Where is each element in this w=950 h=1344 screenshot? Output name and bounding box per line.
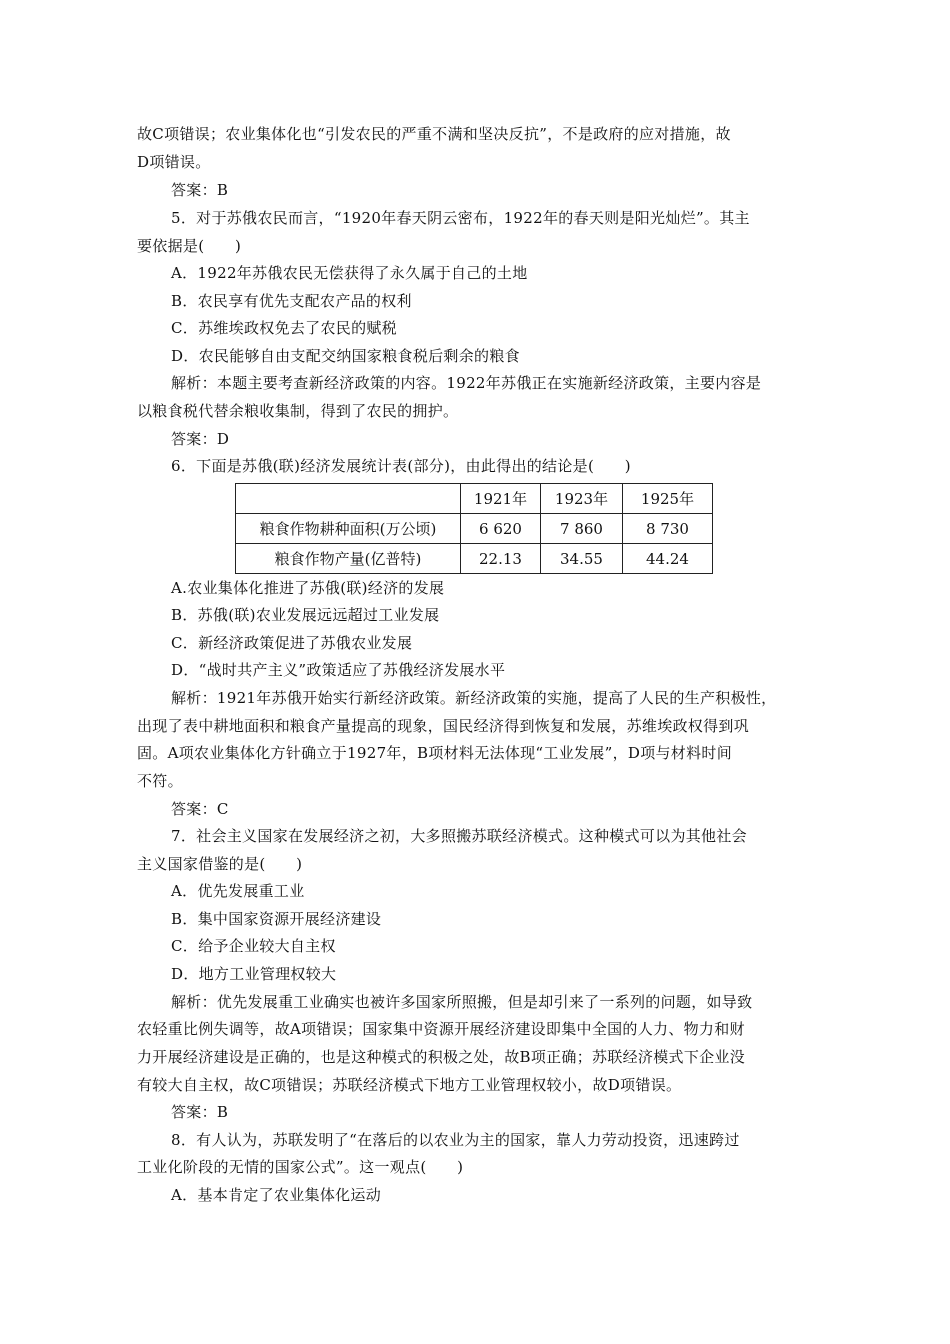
option-b: B．农民享有优先支配农产品的权利	[171, 292, 412, 310]
answer-line: 答案：D	[171, 430, 230, 448]
statistics-table	[235, 483, 713, 574]
table-row-label: 粮食作物产量(亿普特)	[236, 544, 461, 574]
analysis-line: 解析：本题主要考查新经济政策的内容。1922年苏俄正在实施新经济政策，主要内容是	[171, 374, 762, 392]
table-cell: 34.55	[541, 544, 623, 574]
table-row-label: 粮食作物耕种面积(万公顷)	[236, 514, 461, 544]
option-c: C．苏维埃政权免去了农民的赋税	[171, 319, 397, 337]
option-a: A．优先发展重工业	[171, 882, 305, 900]
option-b: B．集中国家资源开展经济建设	[171, 910, 382, 928]
question-7-cont: 主义国家借鉴的是( )	[137, 855, 303, 873]
option-d: D．“战时共产主义”政策适应了苏俄经济发展水平	[171, 661, 506, 679]
table-header-cell: 1923年	[541, 484, 623, 514]
table-cell: 44.24	[623, 544, 713, 574]
table-cell: 22.13	[461, 544, 541, 574]
table-header-cell: 1925年	[623, 484, 713, 514]
question-7: 7．社会主义国家在发展经济之初，大多照搬苏联经济模式。这种模式可以为其他社会	[171, 827, 747, 845]
analysis-line: 固。A项农业集体化方针确立于1927年，B项材料无法体现“工业发展”，D项与材料时间	[137, 744, 732, 762]
text-line: 故C项错误；农业集体化也“引发农民的严重不满和坚决反抗”，不是政府的应对措施，故	[137, 125, 731, 143]
option-a: A．1922年苏俄农民无偿获得了永久属于自己的土地	[171, 264, 528, 282]
analysis-line: 有较大自主权，故C项错误；苏联经济模式下地方工业管理权较小，故D项错误。	[137, 1076, 682, 1094]
table-row	[236, 514, 713, 544]
option-d: D．地方工业管理权较大	[171, 965, 337, 983]
analysis-line: 农轻重比例失调等，故A项错误；国家集中资源开展经济建设即集中全国的人力、物力和财	[137, 1020, 745, 1038]
answer-line: 答案：B	[171, 181, 229, 199]
option-d: D．农民能够自由支配交纳国家粮食税后剩余的粮食	[171, 347, 520, 365]
table-header-cell: 1921年	[461, 484, 541, 514]
option-a: A.农业集体化推进了苏俄(联)经济的发展	[171, 579, 445, 597]
table-cell: 6 620	[461, 514, 541, 544]
question-8: 8．有人认为，苏联发明了“在落后的以农业为主的国家，靠人力劳动投资，迅速跨过	[171, 1131, 740, 1149]
option-b: B．苏俄(联)农业发展远远超过工业发展	[171, 606, 440, 624]
text-line: D项错误。	[137, 153, 211, 171]
analysis-line: 以粮食税代替余粮收集制，得到了农民的拥护。	[137, 402, 459, 420]
table-cell: 8 730	[623, 514, 713, 544]
table-header-row	[236, 484, 713, 514]
table-row	[236, 544, 713, 574]
table-header-cell	[236, 484, 461, 514]
question-5-cont: 要依据是( )	[137, 237, 242, 255]
analysis-line: 出现了表中耕地面积和粮食产量提高的现象，国民经济得到恢复和发展，苏维埃政权得到巩	[137, 717, 750, 735]
option-c: C．新经济政策促进了苏俄农业发展	[171, 634, 413, 652]
question-8-cont: 工业化阶段的无情的国家公式”。这一观点( )	[137, 1158, 464, 1176]
option-a: A．基本肯定了农业集体化运动	[171, 1186, 382, 1204]
answer-line: 答案：B	[171, 1103, 229, 1121]
answer-line: 答案：C	[171, 800, 229, 818]
question-6: 6．下面是苏俄(联)经济发展统计表(部分)，由此得出的结论是( )	[171, 457, 631, 475]
analysis-line: 不符。	[137, 772, 183, 790]
analysis-line: 解析：1921年苏俄开始实行新经济政策。新经济政策的实施，提高了人民的生产积极性，	[171, 689, 777, 707]
question-5: 5．对于苏俄农民而言，“1920年春天阴云密布，1922年的春天则是阳光灿烂”。其主	[171, 209, 750, 227]
table-cell: 7 860	[541, 514, 623, 544]
option-c: C．给予企业较大自主权	[171, 937, 336, 955]
analysis-line: 解析：优先发展重工业确实也被许多国家所照搬，但是却引来了一系列的问题，如导致	[171, 993, 753, 1011]
analysis-line: 力开展经济建设是正确的，也是这种模式的积极之处，故B项正确；苏联经济模式下企业没	[137, 1048, 746, 1066]
